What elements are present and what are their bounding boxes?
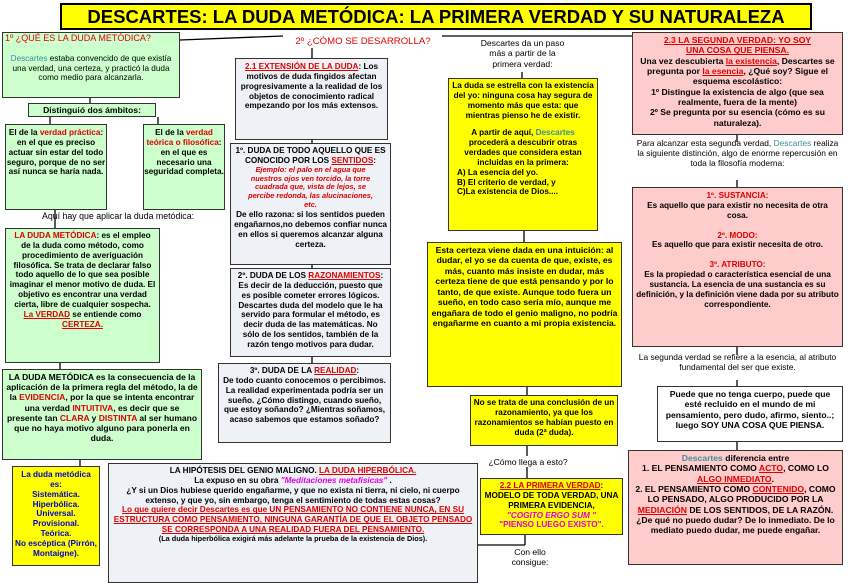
diferencia-l1-pre: 1. EL PENSAMIENTO COMO (642, 463, 759, 474)
realidad-text: De todo cuanto conocemos o percibimos. La realidad experimentada podría ser un sueño. ¿Cómo distingo, cuando sueño, que estoy soñando? ¿Mientras soñamos, acaso sabemos que estamos soñado? (223, 375, 386, 425)
q1-heading: 1º ¿QUÉ ES LA DUDA METÓDICA? (5, 33, 151, 43)
razonamientos-heading-pre: 2º. DUDA DE LOS (237, 271, 309, 280)
caracteristica-item: Sistemática. (32, 489, 80, 499)
sentidos-box (230, 143, 391, 265)
segunda-existencia: la existencia (725, 55, 777, 66)
estrella-text: La duda se estrella con la existencia del yo: ninguna cosa hay segura de momento más que esta: que mientras pienso he de existir. (452, 81, 594, 120)
duda-metodica-certeza: CERTEZA. (62, 319, 103, 329)
caracteristica-item: Hiperbólica. (32, 499, 80, 509)
caracteristicas-box (12, 466, 100, 566)
diferencia-l2-post: DE LOS SENTIDOS, DE LA RAZÓN. (686, 504, 834, 515)
sentidos-heading-post: : (373, 155, 377, 165)
distincion-label (634, 138, 841, 168)
sustancia-heading: 1º. SUSTANCIA: (706, 191, 769, 200)
estrella-p2-post: procederá a descubrir otras verdades que considera estan incluidas en la primera: (464, 138, 582, 167)
realidad-heading-term: REALIDAD (314, 366, 357, 375)
genio-maligno-box (108, 463, 478, 583)
extension-box (235, 58, 388, 140)
atributo-heading: 3º. ATRIBUTO: (709, 260, 766, 270)
diferencia-contenido: CONTENIDO (752, 483, 805, 494)
genio-p3: . (387, 475, 392, 485)
primera-verdad-pienso: "PIENSO LUEGO EXISTO". (499, 520, 604, 530)
duda-metodica-text2: se entiende como (69, 309, 142, 319)
practica-term: verdad práctica (39, 128, 101, 137)
caracteristica-item: Provisional. (32, 519, 80, 529)
sentidos-heading-term: SENTIDOS (331, 155, 374, 165)
teorica-post: : en el que es necesario una seguridad completa. (144, 137, 224, 177)
diferencia-mediacion: MEDIACIÓN (637, 504, 687, 515)
estrella-p2-pre: A partir de aquí, (471, 128, 536, 138)
sentidos-heading-pre: 1º. DUDA DE TODO AQUELLO QUE ES CONOCIDO POR LOS (235, 146, 386, 165)
segunda-esencia-label: La segunda verdad se refiere a la esencia, al atributo fundamental del ser que existe. (638, 352, 837, 373)
como-llega-label: ¿Cómo llega a esto? (488, 457, 568, 467)
verdad-practica-box (5, 124, 107, 210)
sentidos-example: Ejemplo: el palo en el agua que nuestros ojos ven torcido, la torre cuadrada que, vista de lejos, se percibe redonda, las alucinaciones, etc. (248, 164, 373, 210)
diferencia-l1-post: . (771, 473, 775, 484)
consecuencia-p2: , por la que se intenta encontrar una verdad (24, 392, 195, 413)
segunda-l2: 2º Se pregunta por su esencia (cómo es su naturaleza). (649, 107, 826, 128)
atributo-text: Es la propiedad o característica esencial de una sustancia. La esencia de una sustancia es su definición, y la definición viene dada por su atributo correspondiente. (636, 270, 839, 309)
distincion-pre: Para alcanzar esta segunda verdad, (636, 138, 774, 148)
q1-text: estaba convencido de que existía una verdad, una certeza, y practicó la duda como medio para alcanzarla. (12, 53, 172, 83)
distinguio-box: Distinguió dos ámbitos: (28, 103, 156, 117)
razonamientos-heading-term: RAZONAMIENTOS (308, 271, 381, 280)
practica-post: : en el que es preciso actuar sin estar del todo seguro, porque de no ser así nunca se haría nada. (6, 128, 106, 177)
segunda-l1: 1º Distingue la existencia de algo (que sea realmente, fuera de la mente) (651, 86, 824, 107)
aplicar-label: Aquí hay que aplicar la duda metódica: (41, 211, 195, 221)
primera-verdad-box (480, 478, 623, 535)
razonamientos-box (230, 268, 391, 357)
extension-text: : Los motivos de duda fingidos afectan progresivamente a la realidad de los objetos de conocimiento radical empezando por los más extensos. (240, 62, 383, 111)
q1-box (2, 32, 180, 98)
diferencia-descartes: Descartes (681, 453, 723, 463)
diferencia-box (628, 450, 843, 565)
segunda-p3: , ¿Qué soy? Sigue el esquema escolástico: (692, 65, 828, 87)
segunda-p2: , Descartes se pregunta por (646, 55, 835, 76)
consigue-label: Con ello consigue: (511, 547, 549, 568)
estrella-item: A) La esencia del yo. (457, 167, 538, 177)
modo-text: Es aquello que para existir necesita de otro. (651, 240, 824, 250)
consecuencia-intuitiva: INTUITIVA (72, 402, 114, 413)
teorica-pre: El de la (155, 128, 187, 137)
conclusion-box (470, 395, 618, 446)
consecuencia-p4: y (89, 412, 99, 423)
consecuencia-p5: al ser humano que no haya motivo alguno para ponerla en duda. (14, 412, 198, 444)
diferencia-acto: ACTO (758, 463, 784, 474)
segunda-esencia: la esencia (702, 65, 744, 76)
consecuencia-box (2, 369, 202, 460)
realidad-heading-pre: 3º. DUDA DE LA (249, 366, 315, 375)
diferencia-head: diferencia entre (722, 453, 790, 463)
duda-metodica-box (5, 228, 160, 363)
q2-heading: 2º ¿CÓMO SE DESARROLLA? (295, 36, 431, 47)
practica-pre: El de la (8, 128, 40, 137)
consecuencia-p3: , es decir que se presente tan (6, 402, 180, 423)
paso-label: Descartes da un paso más a partir de la primera verdad: (480, 38, 565, 69)
segunda-p1: Una vez descubierta (640, 55, 726, 66)
consecuencia-p1: LA DUDA METÓDICA es la consecuencia de la aplicación de la primera regla del método, la de la (6, 372, 198, 403)
certeza-box (427, 242, 622, 387)
consecuencia-distinta: DISTINTA (98, 412, 138, 423)
sustancia-text: Es aquello que para existir no necesita de otra cosa. (647, 200, 828, 220)
diferencia-l1-mid: , COMO LO (783, 463, 829, 474)
razonamientos-heading-post: : (380, 271, 384, 280)
genio-p1: LA HIPÓTESIS DEL GENIO MALIGNO. (169, 466, 320, 475)
caracteristica-item: No escéptica (Pirrón, Montaigne). (15, 538, 97, 558)
estrella-descartes: Descartes (535, 128, 575, 138)
estrella-item: C)La existencia de Dios.... (457, 187, 559, 197)
diferencia-l2-mid: , COMO LO PENSADO, ALGO PRODUCIDO POR LA (647, 483, 836, 505)
duda-metodica-text1: : es el empleo de la duda como método, como procedimiento de averiguación filosófica. Se trata de declarar falso todo aquello de lo que sea posible imaginar el menor motivo de duda. El objetivo es encontrar una verdad cierta, libre de cualquier sospecha. (9, 231, 156, 309)
conclusion-text: No se trata de una conclusión de un razonamiento, ya que los razonamientos se habían puesto en duda (2ª duda). (473, 398, 615, 437)
consecuencia-clara: CLARA (59, 412, 90, 423)
certeza-text: Esta certeza viene dada en una intuición: al dudar, el yo se da cuenta de que, existe, es más, cuanto más insiste en dudar, más certeza tiene de que está pensando y por lo tanto, de que existe. Aunque todo fuera un sueño, en todo caso sería mío, aunque me engañara de todo el genio maligno, no podría engañarme en cuanto a mi propia existencia. (431, 245, 618, 329)
consecuencia-evidencia: EVIDENCIA (19, 392, 66, 403)
extension-term: 2.1 EXTENSIÓN DE LA DUDA (245, 62, 359, 71)
primera-verdad-cogito: "COGITO ERGO SUM " (506, 510, 597, 520)
page-title: DESCARTES: LA DUDA METÓDICA: LA PRIMERA VERDAD Y SU NATURALEZA (60, 3, 812, 30)
segunda-verdad-term: 2.3 LA SEGUNDA VERDAD: YO SOY UNA COSA QUE PIENSA. (663, 35, 812, 56)
caracteristica-item: Universal. (36, 509, 76, 519)
teorica-term: verdad teórica o filosófica (146, 128, 219, 147)
modo-heading: 2º. MODO: (717, 230, 758, 240)
razonamientos-text: Es decir de la deducción, puesto que es posible cometer errores lógicos. Descartes duda del modelo que le ha servido para formular el método, es decir duda de las matemáticas. No sólo de los sentidos, también de la razón tengo motivos para dudar. (238, 280, 383, 349)
verdad-teorica-box (143, 124, 225, 210)
genio-p2: La expuso en su obra (194, 475, 281, 485)
diferencia-l2-pre: 2. EL PENSAMIENTO COMO (635, 483, 753, 494)
cuerpo-box (657, 386, 843, 442)
estrella-item: B) El criterio de verdad, y (457, 177, 556, 187)
distincion-descartes: Descartes (773, 138, 812, 148)
primera-verdad-term: 2.2 LA PRIMERA VERDAD (499, 481, 601, 490)
definiciones-box (632, 187, 843, 347)
duda-metodica-verdad: La VERDAD (23, 309, 70, 319)
distincion-post: realiza la siguiente distinción, algo de enorme repercusión en toda la filosofía moderna: (637, 138, 839, 169)
cuerpo-text: Puede que no tenga cuerpo, puede que esté recluido en el mundo de mi pensamiento, pero dudo, afirmo, siento..; luego SOY UNA COSA QUE PIENSA. (665, 389, 835, 430)
genio-meditaciones: "Meditaciones metafísicas" (280, 475, 388, 485)
caracteristicas-heading: La duda metódica es: (21, 470, 91, 489)
duda-metodica-term: LA DUDA METÓDICA (14, 231, 97, 240)
q1-descartes: Descartes (10, 53, 48, 63)
genio-hiperbolica: LA DUDA HIPERBÓLICA. (319, 466, 417, 475)
realidad-box (218, 363, 391, 443)
diferencia-inmediato: ALGO INMEDIATO (696, 473, 772, 484)
genio-note: (La duda hiperbólica exigirá más adelante la prueba de la existencia de Dios). (158, 533, 428, 543)
segunda-verdad-box (632, 32, 843, 135)
genio-conclusion: Lo que quiere decir Descartes es que UN PENSAMIENTO NO CONTIENE NUNCA, EN SU ESTRUCTURA COMO PENSAMIENTO, NINGUNA GARANTÍA DE QUE EL OBJETO PENSADO SE CORRESPONDA A UNA REALIDAD FUERA DEL PENSAMIENTO. (113, 505, 473, 535)
primera-verdad-text: : MODELO DE TODA VERDAD, UNA PRIMERA EVIDENCIA, (484, 481, 619, 510)
genio-p4: ¿Y si un Dios hubiese querido engañarme, y que no exista ni tierra, ni cielo, ni cuerpo extenso, y que yo, sin embargo, tenga el sentimiento de todas estas cosas? (126, 485, 460, 505)
diferencia-l3: ¿De qué no puedo dudar? De lo inmediato. De lo mediato puedo dudar, me puede engañar. (636, 514, 835, 536)
sentidos-text: De ello razona: si los sentidos pueden engañarnos,no debemos confiar nunca en ellos si queremos alcanzar alguna certeza. (234, 210, 387, 249)
caracteristica-item: Teórica. (40, 529, 72, 539)
realidad-heading-post: : (356, 366, 360, 375)
estrella-box (448, 78, 598, 231)
